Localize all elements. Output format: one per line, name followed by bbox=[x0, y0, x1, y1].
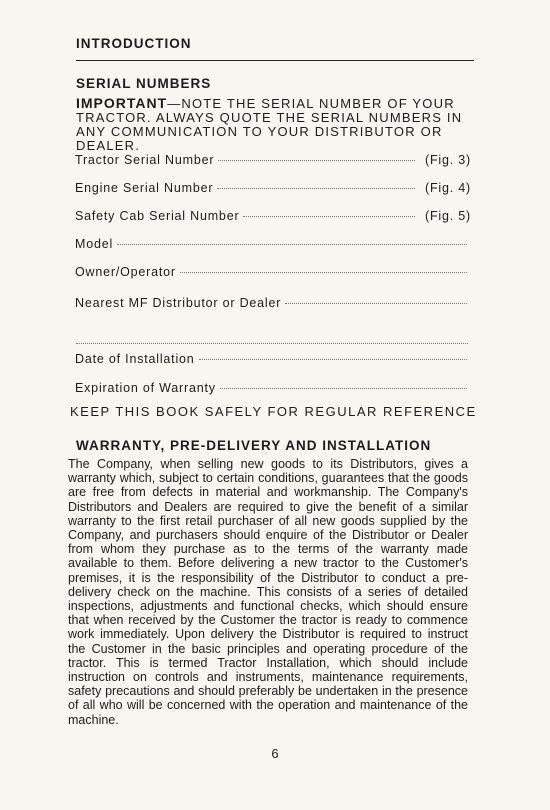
field-owner-operator bbox=[75, 265, 471, 281]
field-nearest-dealer bbox=[75, 296, 471, 312]
fill-in-line bbox=[285, 303, 467, 304]
field-label: Owner/Operator bbox=[75, 265, 176, 279]
field-label: Engine Serial Number bbox=[75, 181, 214, 195]
field-tractor-serial bbox=[75, 153, 471, 169]
page-number: 6 bbox=[271, 746, 279, 761]
important-text: —NOTE THE SERIAL NUMBER OF YOUR TRACTOR. ALWAYS QUOTE THE SERIAL NUMBERS IN ANY COMMUNICATION TO YOUR DISTRIBUTOR OR DEALER. bbox=[76, 96, 463, 153]
field-label: Date of Installation bbox=[75, 352, 195, 366]
field-label: Tractor Serial Number bbox=[75, 153, 215, 167]
field-engine-serial bbox=[75, 181, 471, 197]
fill-in-line-extra bbox=[76, 343, 468, 344]
field-label: Model bbox=[75, 237, 114, 251]
field-date-installation bbox=[75, 352, 471, 368]
warranty-paragraph: The Company, when selling new goods to its Distributors, gives a warranty which, subject to certain conditions, guarantees that the goods are free from defects in material and workmanship. The Company's Distributors and Dealers are required to give the benefit of a similar warranty to the first retail purchaser of all new goods supplied by the Company, and purchasers should enquire of the Distributor or Dealer from whom they purchase as to the terms of the warranty made available to them. Before delivering a new tractor to the Customer's premises, it is the responsibility of the Distributor to conduct a pre-delivery check on the machine. This consists of a series of detailed inspections, adjustments and functional checks, which should ensure that when received by the Customer the tractor is ready to commence work immediately. Upon delivery the Distributor is required to instruct the Customer in the basic principles and operating procedure of the tractor. This is termed Tractor Installation, which should include instruction on controls and instruments, maintenance requirements, safety precautions and should preferably be undertaken in the presence of all who will be concerned with the operation and maintenance of the machine. bbox=[68, 457, 468, 727]
fill-in-line bbox=[218, 160, 415, 161]
fill-in-line bbox=[220, 388, 467, 389]
warranty-heading: WARRANTY, PRE-DELIVERY AND INSTALLATION bbox=[76, 438, 432, 453]
field-label: Safety Cab Serial Number bbox=[75, 209, 240, 223]
serial-numbers-heading: SERIAL NUMBERS bbox=[76, 76, 212, 91]
field-model bbox=[75, 237, 471, 253]
field-safety-cab-serial bbox=[75, 209, 471, 225]
fill-in-line bbox=[199, 359, 467, 360]
fill-in-line bbox=[180, 272, 467, 273]
important-notice bbox=[76, 96, 476, 153]
figure-ref: (Fig. 3) bbox=[425, 153, 471, 167]
fill-in-line bbox=[217, 188, 415, 189]
field-warranty-expiration bbox=[75, 381, 471, 397]
fill-in-line bbox=[243, 216, 415, 217]
figure-ref: (Fig. 5) bbox=[425, 209, 471, 223]
section-title: INTRODUCTION bbox=[76, 36, 192, 51]
header-rule bbox=[76, 60, 474, 61]
figure-ref: (Fig. 4) bbox=[425, 181, 471, 195]
field-label: Expiration of Warranty bbox=[75, 381, 216, 395]
fill-in-line bbox=[117, 244, 467, 245]
important-label: IMPORTANT bbox=[76, 95, 168, 111]
field-label: Nearest MF Distributor or Dealer bbox=[75, 296, 282, 310]
keep-book-note: KEEP THIS BOOK SAFELY FOR REGULAR REFERENCE bbox=[70, 404, 477, 419]
